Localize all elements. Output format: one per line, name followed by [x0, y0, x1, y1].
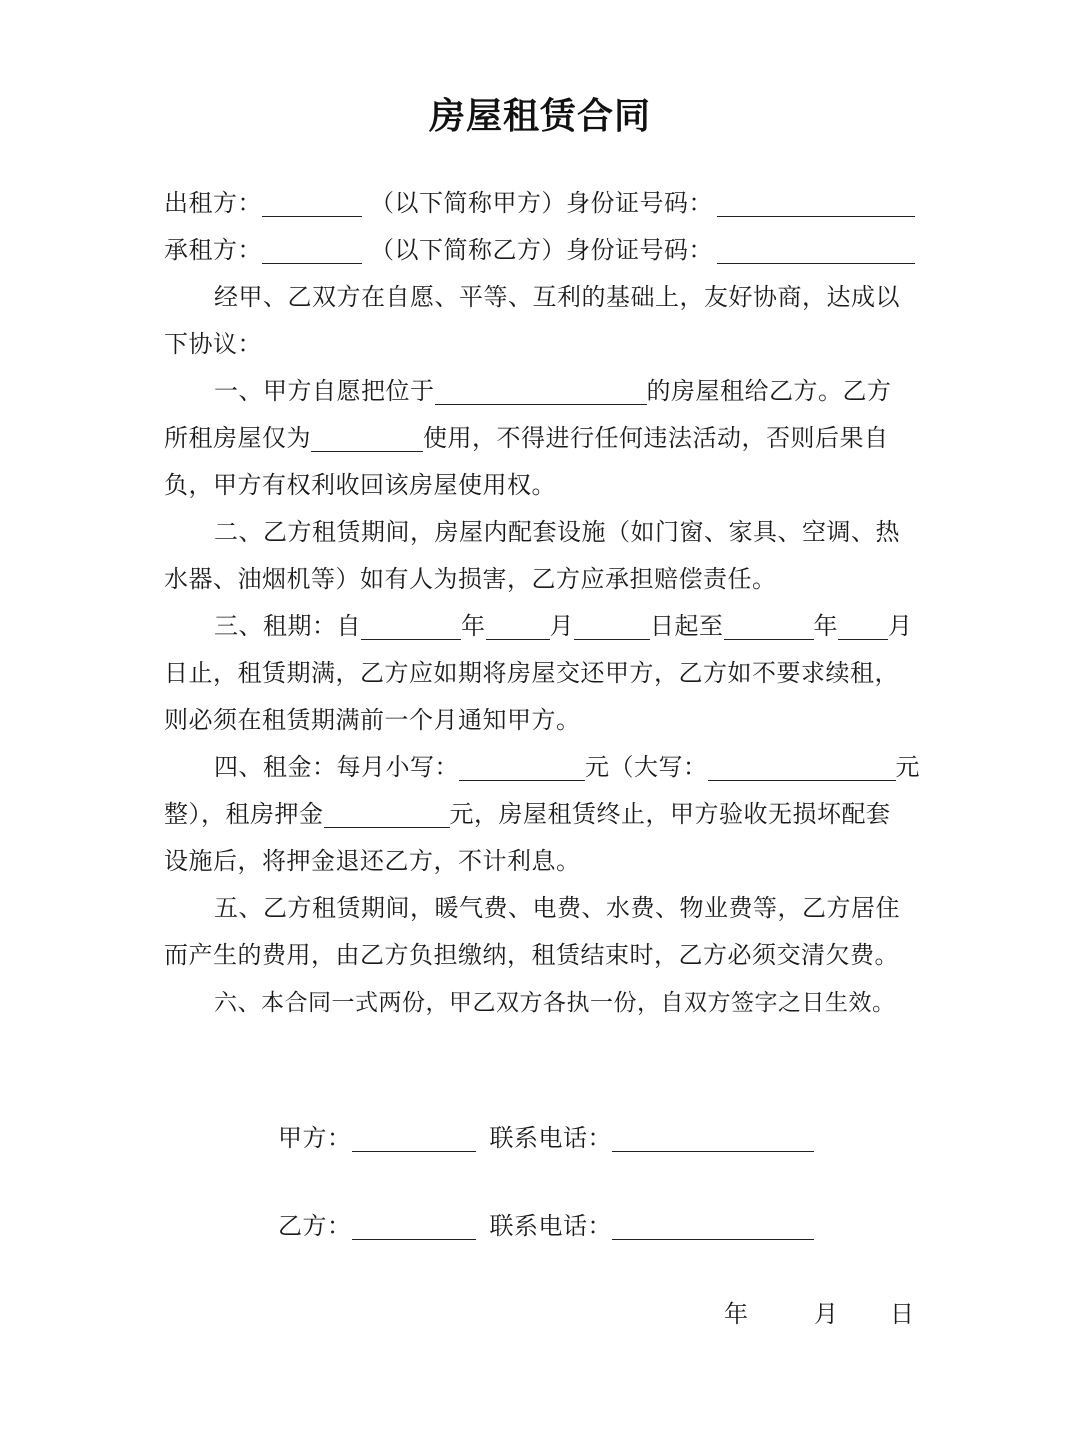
- clause4-yuan-label-1: 元（大写：: [585, 753, 708, 781]
- party-a-phone-label: 联系电话：: [489, 1124, 612, 1152]
- lessee-id-blank[interactable]: [717, 233, 915, 264]
- lessee-note: （以下简称乙方）身份证号码：: [370, 236, 713, 264]
- lessor-label: 出租方：: [164, 189, 262, 217]
- clause5-line-1: [164, 885, 916, 932]
- clause4-text-a: 四、租金：每月小写：: [214, 753, 459, 781]
- intro-line-1: [164, 274, 916, 321]
- intro-text-a: 经甲、乙双方在自愿、平等、互利的基础上，友好协商，达成以: [214, 283, 900, 311]
- party-b-label: 乙方：: [278, 1212, 352, 1240]
- clause4-yuan-label-2: 元: [895, 753, 920, 781]
- start-month-label: 月: [549, 612, 574, 640]
- clause3-text-a: 三、租期：自: [214, 612, 361, 640]
- usage-blank[interactable]: [311, 421, 423, 452]
- end-month-blank[interactable]: [838, 609, 888, 640]
- clause6-line-1: [164, 979, 916, 1027]
- date-month-label: 月: [814, 1300, 839, 1328]
- signing-date: [724, 1294, 915, 1329]
- date-year-label: 年: [724, 1300, 749, 1328]
- lessee-name-blank[interactable]: [262, 233, 362, 264]
- clause1-line-2: [164, 415, 916, 462]
- start-year-label: 年: [461, 612, 486, 640]
- start-day-label: 日起至: [650, 612, 724, 640]
- intro-line-2: 下协议：: [164, 330, 262, 358]
- lessor-name-blank[interactable]: [262, 186, 362, 217]
- party-b-signature-row: [278, 1206, 814, 1241]
- end-year-blank[interactable]: [724, 609, 814, 640]
- clause5-line-2: 而产生的费用，由乙方负担缴纳，租赁结束时，乙方必须交清欠费。: [164, 941, 899, 969]
- start-year-blank[interactable]: [361, 609, 461, 640]
- location-blank[interactable]: [435, 374, 647, 405]
- clause2-line-2: 水器、油烟机等）如有人为损害，乙方应承担赔偿责任。: [164, 565, 777, 593]
- clause1-line-3: 负，甲方有权利收回该房屋使用权。: [164, 471, 556, 499]
- party-a-sign-blank[interactable]: [352, 1121, 476, 1152]
- party-b-phone-label: 联系电话：: [489, 1212, 612, 1240]
- lessee-line: [164, 227, 916, 274]
- start-day-blank[interactable]: [574, 609, 650, 640]
- end-year-label: 年: [813, 612, 838, 640]
- party-a-label: 甲方：: [278, 1124, 352, 1152]
- clause3-line-2: 日止，租赁期满，乙方应如期将房屋交还甲方，乙方如不要求续租，: [164, 659, 899, 687]
- clause1-text-d: 使用，不得进行任何违法活动，否则后果自: [423, 424, 889, 452]
- clause1-text-a: 一、甲方自愿把位于: [214, 377, 435, 405]
- clause2-text-a: 二、乙方租赁期间，房屋内配套设施（如门窗、家具、空调、热: [214, 518, 900, 546]
- document-title: 房屋租赁合同: [428, 96, 651, 137]
- clause4-line-1: [164, 744, 920, 791]
- party-b-sign-blank[interactable]: [352, 1209, 476, 1240]
- clause2-line-1: [164, 509, 916, 556]
- clause5-text-a: 五、乙方租赁期间，暖气费、电费、水费、物业费等，乙方居住: [214, 894, 900, 922]
- contract-body: [164, 180, 920, 1027]
- lessor-id-blank[interactable]: [717, 186, 915, 217]
- clause6-text-a: 六、本合同一式两份，甲乙双方各执一份，自双方签字之日生效。: [214, 990, 896, 1016]
- party-a-signature-row: [278, 1118, 814, 1153]
- end-month-label: 月: [888, 612, 913, 640]
- clause3-line-1: [164, 603, 916, 650]
- start-month-blank[interactable]: [486, 609, 550, 640]
- clause4-text-c: 元，房屋租赁终止，甲方验收无损坏配套: [449, 800, 891, 828]
- clause1-text-c: 所租房屋仅为: [164, 424, 311, 452]
- clause1-line-1: [164, 368, 916, 415]
- rent-words-blank[interactable]: [708, 750, 896, 781]
- lessee-label: 承租方：: [164, 236, 262, 264]
- lessor-line: [164, 180, 916, 227]
- clause4-line-3: 设施后，将押金退还乙方，不计利息。: [164, 847, 581, 875]
- clause4-text-b: 整），租房押金: [164, 800, 324, 828]
- clause4-line-2: [164, 791, 916, 838]
- clause1-text-b: 的房屋租给乙方。乙方: [646, 377, 892, 405]
- date-day-label: 日: [890, 1300, 915, 1328]
- party-b-phone-blank[interactable]: [612, 1209, 814, 1240]
- lessor-note: （以下简称甲方）身份证号码：: [370, 189, 713, 217]
- party-a-phone-blank[interactable]: [612, 1121, 814, 1152]
- clause3-line-3: 则必须在租赁期满前一个月通知甲方。: [164, 706, 581, 734]
- deposit-blank[interactable]: [324, 797, 450, 828]
- rent-number-blank[interactable]: [459, 750, 585, 781]
